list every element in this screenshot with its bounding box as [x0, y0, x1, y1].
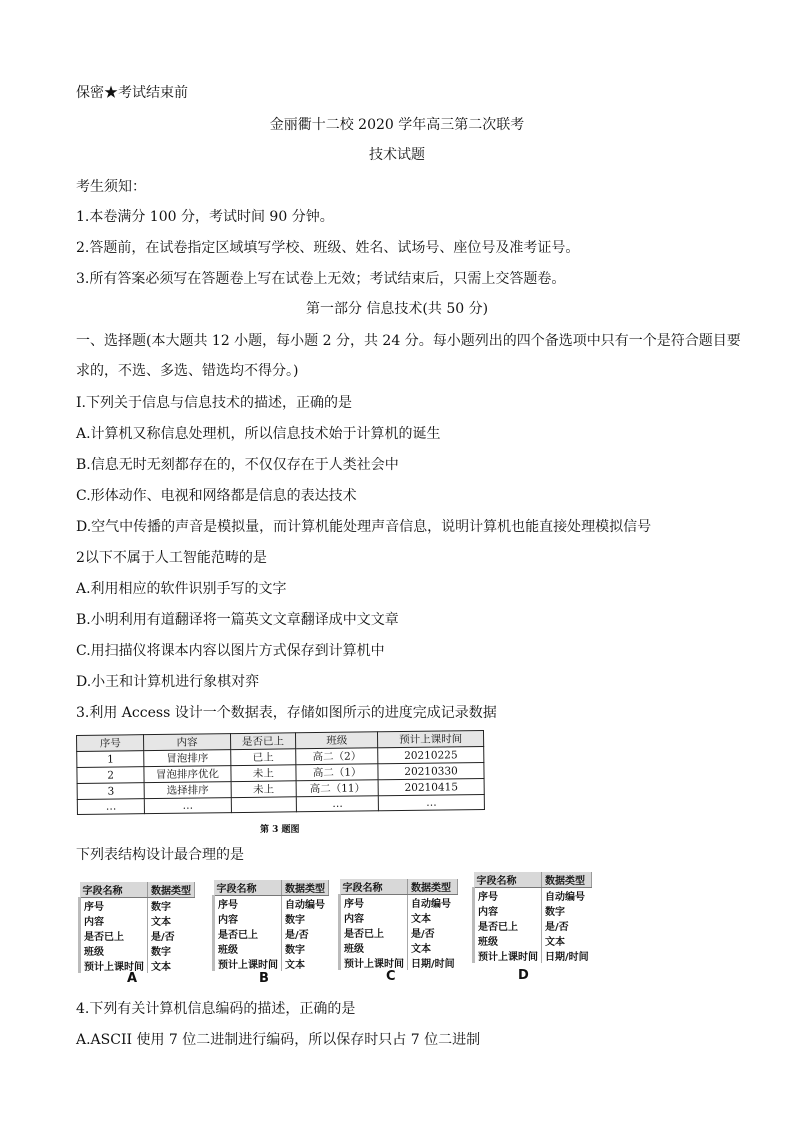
confidential-mark: 保密★考试结束前 [76, 85, 188, 101]
field-name: 预计上课时间 [80, 958, 148, 973]
table-cell: 高二（1） [296, 764, 378, 781]
exam-title: 金丽衢十二校 2020 学年高三第二次联考 [269, 117, 525, 133]
option-a-table [78, 882, 195, 973]
data-type: 数字 [545, 907, 565, 918]
field-name: 班级 [80, 943, 148, 958]
field-name: 预计上课时间 [340, 955, 408, 970]
question-prompt: 下列表结构设计最合理的是 [76, 847, 244, 863]
data-type: 是/否 [411, 929, 435, 940]
table-cell: 冒泡排序优化 [144, 766, 230, 783]
section-instructions: 求的，不选、多选、错选均不得分。) [76, 363, 299, 379]
progress-record-table [76, 730, 485, 815]
data-type: 日期/时间 [411, 959, 455, 970]
table-cell: 20210415 [378, 779, 484, 796]
question-option: A.ASCII 使用 7 位二进制进行编码，所以保存时只占 7 位二进制 [76, 1032, 481, 1048]
field-name: 序号 [340, 895, 408, 911]
table-cell: 选择排序 [145, 782, 231, 799]
data-type: 文本 [151, 962, 171, 973]
table-cell: 未上 [230, 765, 296, 782]
question-option: C.形体动作、电视和网络都是信息的表达技术 [76, 488, 357, 504]
data-type: 自动编号 [545, 892, 585, 903]
table-cell: 未上 [231, 781, 297, 798]
option-label: B [259, 971, 269, 986]
field-name: 内容 [214, 911, 282, 926]
data-type-header: 数据类型 [542, 872, 592, 888]
data-type: 文本 [151, 917, 171, 928]
field-name: 预计上课时间 [214, 956, 282, 971]
question-option: C.用扫描仪将课本内容以图片方式保存到计算机中 [76, 643, 385, 659]
table-header: 班级 [296, 732, 378, 749]
option-c-table [338, 879, 458, 970]
field-name-header: 字段名称 [340, 879, 408, 895]
table-cell [231, 797, 297, 813]
table-header: 序号 [77, 735, 145, 752]
field-name: 预计上课时间 [474, 948, 542, 963]
option-b-table [212, 880, 329, 971]
field-name-header: 字段名称 [214, 880, 282, 896]
field-name: 是否已上 [340, 925, 408, 940]
data-type: 自动编号 [411, 899, 451, 910]
field-name: 班级 [214, 941, 282, 956]
table-cell: 20210330 [378, 763, 484, 780]
notice-item: 2.答题前，在试卷指定区域填写学校、班级、姓名、试场号、座位号及准考证号。 [76, 240, 580, 256]
field-name: 内容 [474, 903, 542, 918]
field-name: 是否已上 [474, 918, 542, 933]
part-title: 第一部分 信息技术(共 50 分) [305, 301, 489, 317]
notice-item: 1.本卷满分 100 分，考试时间 90 分钟。 [76, 209, 334, 225]
field-name: 内容 [80, 913, 148, 928]
question-stem: 2以下不属于人工智能范畴的是 [76, 550, 267, 566]
data-type: 文本 [545, 937, 565, 948]
data-type: 数字 [285, 915, 305, 926]
table-header: 预计上课时间 [378, 731, 484, 748]
table-cell: 已上 [230, 749, 296, 766]
field-name: 班级 [340, 940, 408, 955]
notice-heading: 考生须知： [76, 179, 146, 195]
field-name: 内容 [340, 910, 408, 925]
notice-item: 3.所有答案必须写在答题卷上写在试卷上无效；考试结束后，只需上交答题卷。 [76, 271, 566, 287]
field-name: 序号 [214, 896, 282, 912]
question-stem: I.下列关于信息与信息技术的描述，正确的是 [76, 395, 352, 411]
table-cell: 3 [77, 783, 145, 800]
data-type: 日期/时间 [545, 952, 589, 963]
data-type: 数字 [151, 947, 171, 958]
question-option: D.小王和计算机进行象棋对弈 [76, 674, 260, 690]
question-stem: 3.利用 Access 设计一个数据表，存储如图所示的进度完成记录数据 [76, 705, 497, 721]
option-label: C [386, 969, 396, 984]
field-name-header: 字段名称 [80, 882, 148, 898]
table-cell: 高二（2） [296, 748, 378, 765]
field-name: 班级 [474, 933, 542, 948]
question-option: B.信息无时无刻都存在的，不仅仅存在于人类社会中 [76, 457, 399, 473]
option-d-table [472, 872, 592, 963]
question-option: A.计算机又称信息处理机，所以信息技术始于计算机的诞生 [76, 426, 441, 442]
table-cell: 高二（11） [296, 780, 378, 797]
data-type: 文本 [411, 944, 431, 955]
data-type: 是/否 [545, 922, 569, 933]
field-name-header: 字段名称 [474, 872, 542, 888]
data-type: 是/否 [151, 932, 175, 943]
field-name: 序号 [80, 898, 148, 914]
table-header: 内容 [144, 734, 230, 751]
field-name: 序号 [474, 888, 542, 904]
data-type: 自动编号 [285, 900, 325, 911]
data-type: 是/否 [285, 930, 309, 941]
table-cell: … [378, 795, 484, 811]
table-cell: 1 [77, 751, 145, 768]
table-header: 是否已上 [230, 733, 296, 750]
question-option: A.利用相应的软件识别手写的文字 [76, 581, 287, 597]
figure-caption: 第 3 题图 [260, 825, 300, 835]
table-cell: … [296, 796, 378, 812]
table-cell: 冒泡排序 [144, 750, 230, 767]
data-type-header: 数据类型 [148, 882, 195, 898]
data-type-header: 数据类型 [408, 879, 458, 895]
question-option: D.空气中传播的声音是模拟量，而计算机能处理声音信息，说明计算机也能直接处理模拟信号 [76, 519, 652, 535]
question-stem: 4.下列有关计算机信息编码的描述，正确的是 [76, 1001, 356, 1017]
field-name: 是否已上 [80, 928, 148, 943]
table-cell: 2 [77, 767, 145, 784]
table-cell: … [77, 799, 145, 815]
data-type: 数字 [151, 902, 171, 913]
question-option: B.小明利用有道翻译将一篇英文文章翻译成中文文章 [76, 612, 399, 628]
section-instructions: 一、选择题(本大题共 12 小题，每小题 2 分，共 24 分。每小题列出的四个备选项中只有一个是符合题目要 [76, 333, 741, 349]
option-label: D [518, 968, 529, 983]
data-type: 数字 [285, 945, 305, 956]
table-cell: 20210225 [378, 747, 484, 764]
data-type: 文本 [411, 914, 431, 925]
table-cell: … [145, 798, 231, 814]
subject-title: 技术试题 [369, 147, 425, 163]
data-type-header: 数据类型 [282, 880, 329, 896]
data-type: 文本 [285, 960, 305, 971]
option-label: A [127, 971, 138, 986]
field-name: 是否已上 [214, 926, 282, 941]
